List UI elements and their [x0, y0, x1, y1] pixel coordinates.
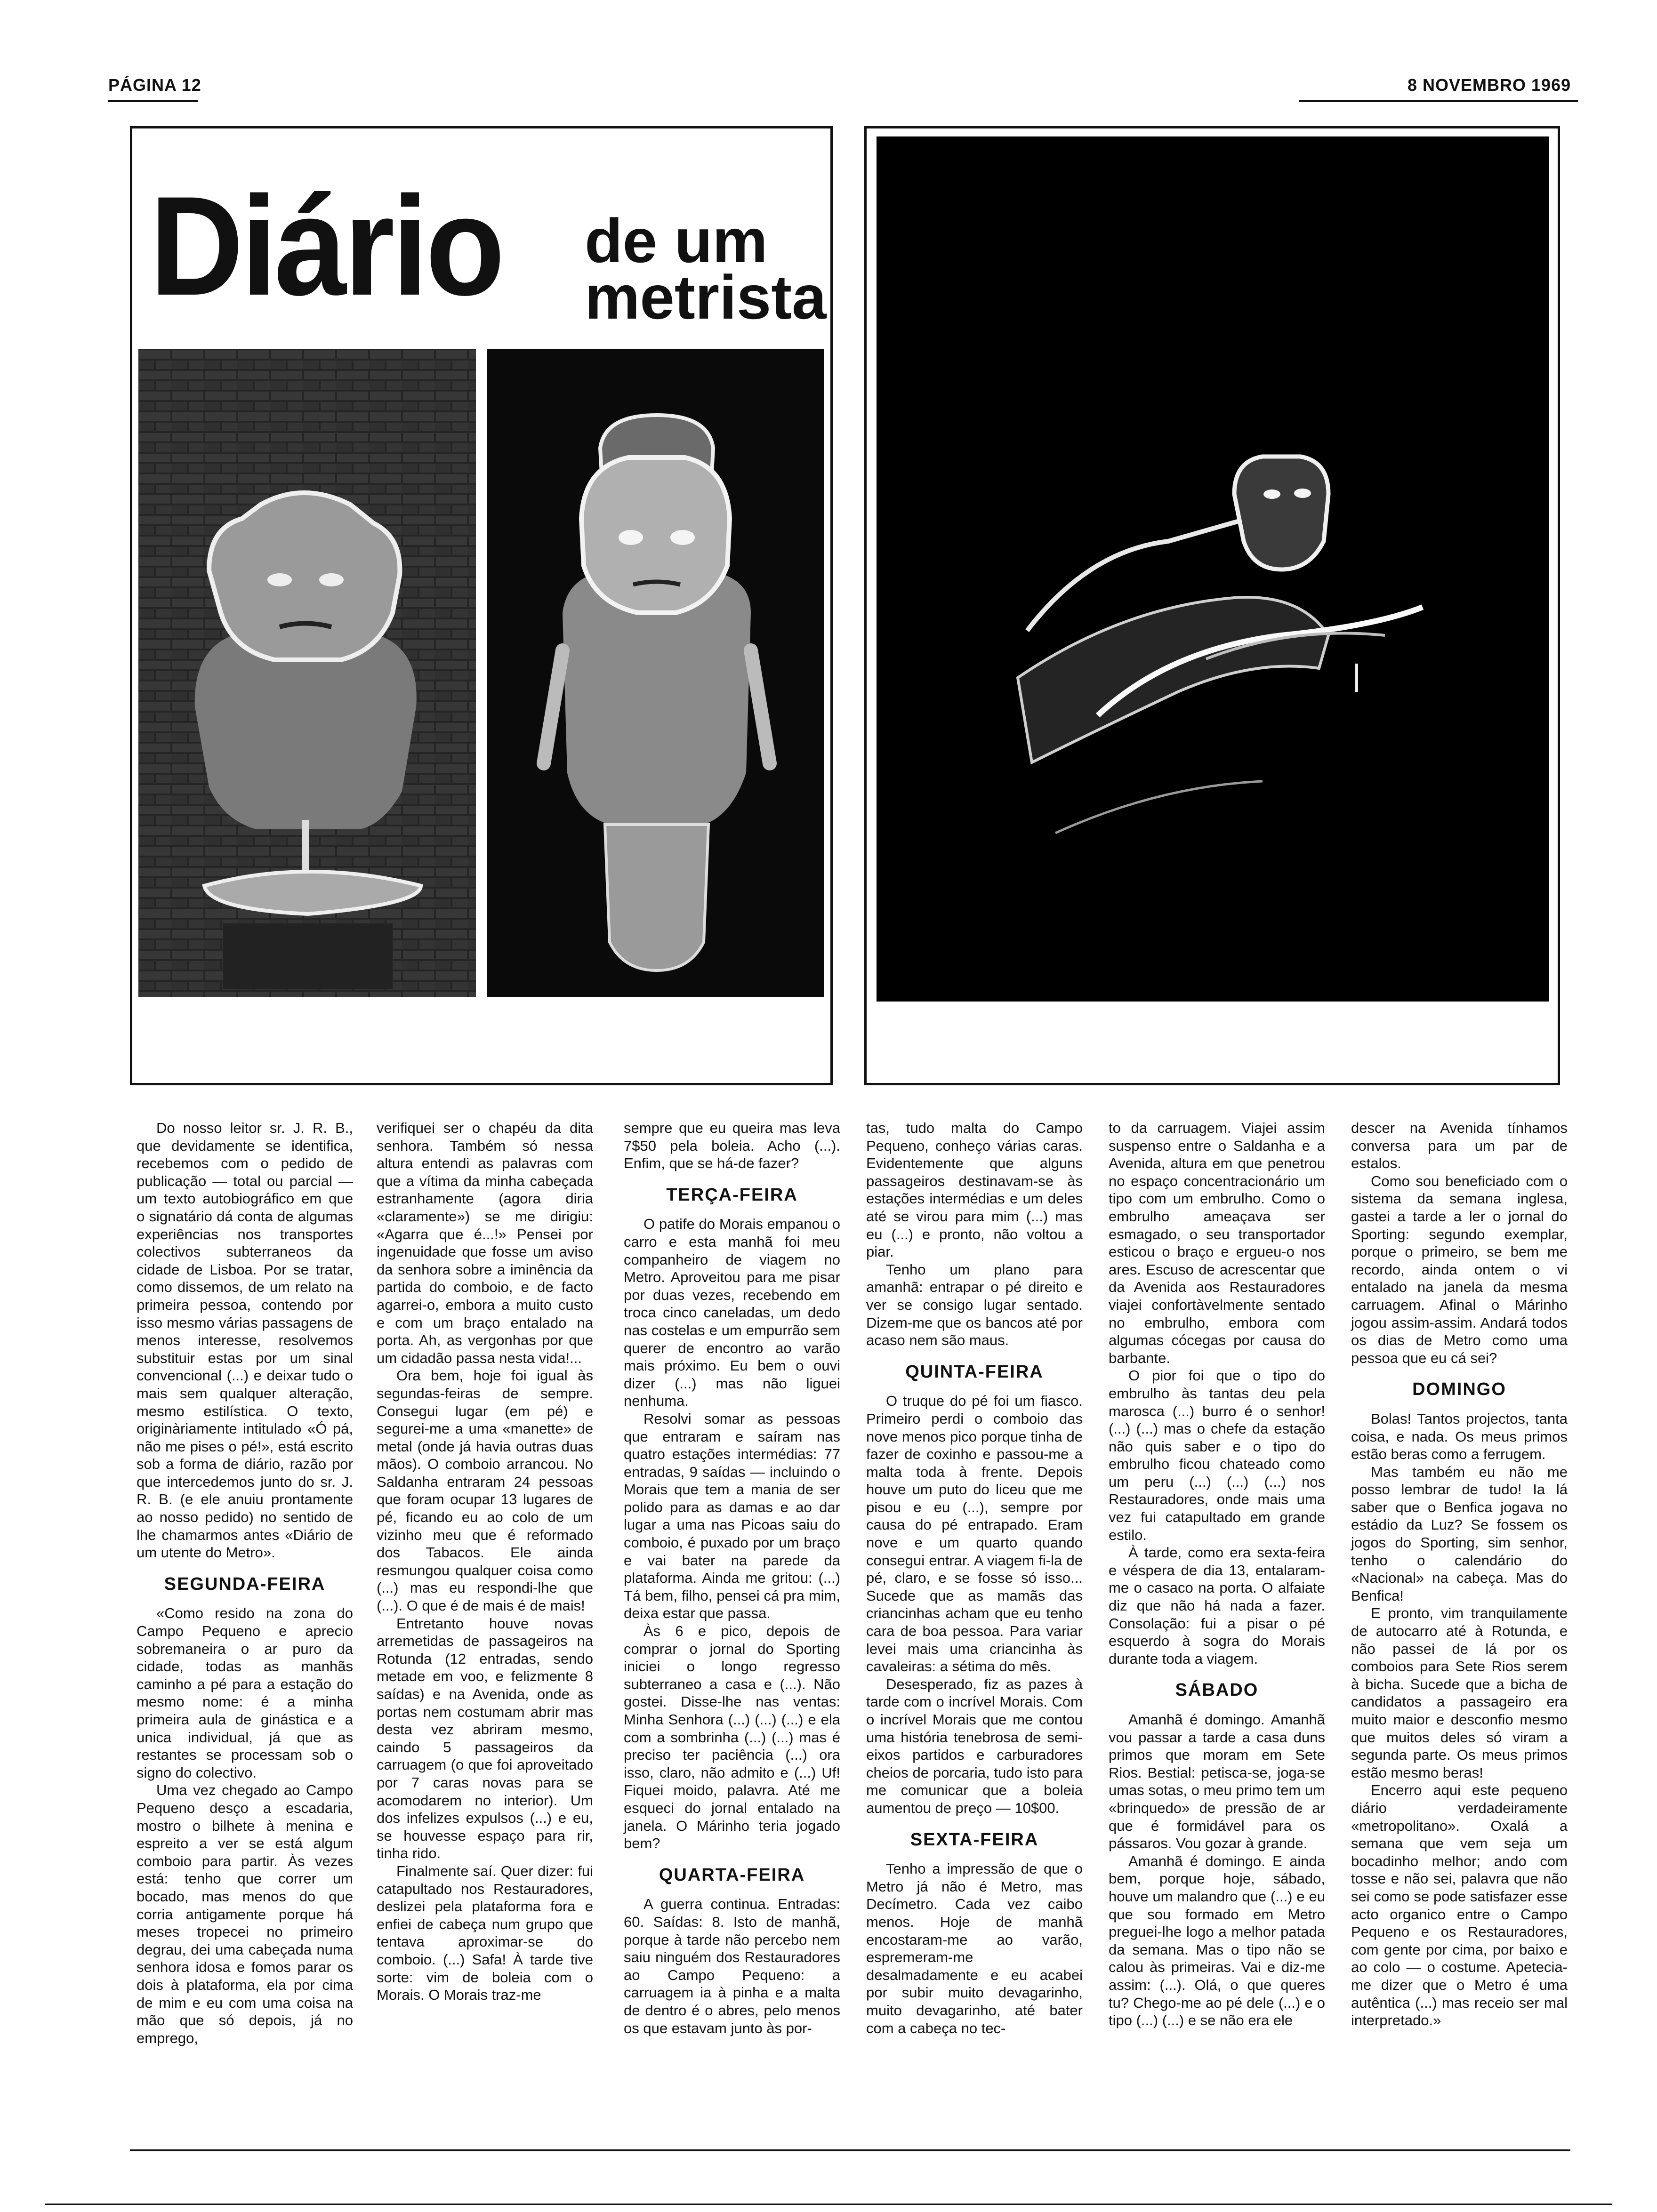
- article-paragraph: Resolvi somar as pessoas que entraram e saíram nas quatro estações intermédias: 77 entradas, 9 saídas — incluindo o Morais que tem a mania de ser polido para as damas e ao dar lugar a uma nas Picoas saiu do comboio, é puxado por um braço e vai bater na parede da plataforma. Ainda me gritou: (...) Tá bem, filho, pensei cá pra mim, deixa estar que passa.: [624, 1410, 840, 1622]
- article-paragraph: Amanhã é domingo. E ainda bem, porque hoje, sábado, houve um malandro que (...) e eu que sou formado em Metro preguei-lhe logo a melhor patada da semana. Mas o tipo não se calou às primeiras. Vai e diz-me assim: (...). Olá, o que queres tu? Chego-me ao pé dele (...) e o tipo (...) (...) e se não era ele: [1109, 1852, 1325, 2029]
- article-paragraph: O truque do pé foi um fiasco. Primeiro perdi o comboio das nove menos pico porque tinha de fazer de coxinho e passou-me a malta toda à frente. Depois houve um puto do liceu que me pisou e eu (...), sempre por causa do pé entrapado. Eram nove e um quarto quando consegui entrar. A viagem fi-la de pé, claro, e se fosse só isso... Sucede que as mamãs das criancinhas acham que eu tenho cara de boa pessoa. Para variar levei mais uma criancinha às cavaleiras: a sétima do mês.: [866, 1393, 1083, 1675]
- article-paragraph: A guerra continua. Entradas: 60. Saídas: 8. Isto de manhã, porque à tarde não percebo nem saiu ninguém dos Restauradores ao Campo Pequeno: a carruagem ia à pinha e a malta de dentro é o abres, pelo menos os que estavam junto às por-: [624, 1896, 840, 2036]
- page-number: PÁGINA 12: [108, 75, 201, 95]
- article-column-2: [377, 1119, 593, 2004]
- footer-rule: [130, 2149, 1570, 2151]
- article-paragraph: Bolas! Tantos projectos, tanta coisa, e nada. Os meus primos estão beras como a ferrugem.: [1351, 1410, 1568, 1463]
- article-paragraph: tas, tudo malta do Campo Pequeno, conheço várias caras. Evidentemente que alguns passageiros destinavam-se às estações intermédias e um deles até se virou para mim (...) mas eu (...) e pronto, não voltou a piar.: [866, 1120, 1083, 1260]
- article-paragraph: Ora bem, hoje foi igual às segundas-feiras de sempre. Consegui lugar (em pé) e segurei-me a uma «manette» de metal (onde já havia outras duas mãos). O comboio arrancou. No Saldanha entraram 24 pessoas que foram ocupar 13 lugares de pé, ficando eu ao colo de um vizinho meu que é reformado dos Tabacos. Ele ainda resmungou qualquer coisa como (...) mas eu respondi-lhe que (...). O que é de mais é de mais!: [377, 1367, 593, 1614]
- header-rule-right: [1299, 100, 1578, 102]
- article-paragraph: descer na Avenida tínhamos conversa para um par de estalos.: [1351, 1120, 1568, 1172]
- headline-main: Diário: [150, 167, 503, 325]
- article-paragraph: Mas também eu não me posso lembrar de tudo! Ia lá saber que o Benfica jogava no estádio da Luz? Se fossem os jogos do Sporting, sim senhor, tenho o calendário do «Nacional» na cabeça. Mas do Benfica!: [1351, 1463, 1568, 1604]
- article-paragraph: Às 6 e pico, depois de comprar o jornal do Sporting iniciei o longo regresso subterraneo a casa e (...). Não gostei. Disse-lhe nas ventas: Minha Senhora (...) (...) (...) e ela com a sombrinha (...) (...) mas é preciso ter paciência (...) ora isso, claro, não admito e (...) Uf! Fiquei moido, palavra. Até me esqueci do jornal entalado na janela. O Márinho teria jogado bem?: [624, 1623, 840, 1852]
- article-column-6: [1351, 1119, 1568, 2029]
- footer-rule-lower: [45, 2204, 1612, 2205]
- article-column-5: [1109, 1119, 1325, 2029]
- article-column-4: [866, 1119, 1083, 2037]
- section-heading: SEGUNDA-FEIRA: [164, 1574, 326, 1594]
- statue-figures-icon: [487, 349, 824, 997]
- article-paragraph: Desesperado, fiz as pazes à tarde com o incrível Morais. Com o incrível Morais que me contou uma história tenebrosa de semi-eixos partidos e carburadores cheios de porcaria, tudo isto para me comunicar que a boleia aumentou de preço — 10$00.: [866, 1675, 1083, 1816]
- statue-figure-icon: [138, 349, 476, 997]
- article-column-1: [137, 1119, 353, 2047]
- article-paragraph: Amanhã é domingo. Amanhã vou passar a tarde a casa duns primos que moram em Sete Rios. Bestial: petisca-se, joga-se umas sotas, o meu primo tem um «brinquedo» de pressão de ar que é formidável para os pássaros. Vou gozar à grande.: [1109, 1711, 1325, 1852]
- section-heading: QUARTA-FEIRA: [659, 1865, 805, 1885]
- section-heading: TERÇA-FEIRA: [666, 1185, 798, 1205]
- statue-figure-reclining-icon: [877, 136, 1549, 1002]
- article-paragraph: O pior foi que o tipo do embrulho às tantas deu pela marosca (...) burro é o senhor! (...) (...) mas o chefe da estação não quis saber e o tipo do embrulho ficou chateado como um peru (...) (...) (...) nos Restauradores, onde mais uma vez fui catapultado em grande estilo.: [1109, 1367, 1325, 1543]
- article-paragraph: O patife do Morais empanou o carro e esta manhã foi meu companheiro de viagem no Metro. Aproveitou para me pisar por duas vezes, recebendo em troca cinco caneladas, um dedo nas costelas e um empurrão sem querer de encontro ao varão mais próximo. Eu bem o ouvi dizer (...) mas não liguei nenhuma.: [624, 1216, 840, 1410]
- article-column-3: [624, 1119, 840, 2037]
- article-paragraph: Encerro aqui este pequeno diário verdadeiramente «metropolitano». Oxalá a semana que vem seja um bocadinho melhor; ando com tosse e não sei, palavra que não sei como se pode satisfazer esse acto organico entre o Campo Pequeno e os Restauradores, com gente por cima, por baixo e ao colo — o costume. Apetecia-me dizer que o Metro é uma autêntica (...) mas receio ser mal interpretado.»: [1351, 1782, 1568, 2029]
- article-paragraph: Do nosso leitor sr. J. R. B., que devidamente se identifica, recebemos com o pedido de publicação — total ou parcial — um texto autobiográfico em que o signatário dá conta de algumas experiências nos transportes colectivos subterraneos da cidade de Lisboa. Por se tratar, como dissemos, de um relato na primeira pessoa, contendo por isso mesmo várias passagens de menos interesse, resolvemos substituir estas por um sinal convencional (...) e deixar tudo o mais sem qualquer alteração, mesmo estilística. O texto, originàriamente intitulado «Ó pá, não me pises o pé!», está escrito sob a forma de diário, razão por que intercedemos junto do sr. J. R. B. (e ele anuiu prontamente ao nosso pedido) no sentido de lhe chamarmos antes «Diário de um utente do Metro».: [137, 1120, 353, 1561]
- article-paragraph: Uma vez chegado ao Campo Pequeno desço a escadaria, mostro o bilhete à menina e espreito a ver se está algum comboio para partir. Às vezes está: tenho que correr um bocado, mas menos do que corria antigamente porque há meses tropecei no primeiro degrau, dei uma cabeçada numa senhora idosa e fomos parar os dois à plataforma, ela por cima de mim e eu com uma coisa na mão que só depois, já no emprego,: [137, 1782, 353, 2046]
- article-paragraph: E pronto, vim tranquilamente de autocarro até à Rotunda, e não passei de lá por os comboios para Sete Rios serem à bicha. Sucede que a bicha de candidatos a passageiro era muito maior e desconfio mesmo que muitos deles só viram a segunda parte. Os meus primos estão mesmo beras!: [1351, 1605, 1568, 1781]
- section-heading: QUINTA-FEIRA: [905, 1362, 1044, 1382]
- article-paragraph: to da carruagem. Viajei assim suspenso entre o Saldanha e a Avenida, altura em que penetrou no espaço concentracionário um tipo com um embrulho. Como o embrulho ameaçava ser esmagado, o seu transportador esticou o braço e ergueu-o nos ares. Escuso de acrescentar que da Avenida aos Restauradores viajei confortàvelmente sentado no embrulho, embora com algumas cócegas por causa do barbante.: [1109, 1120, 1325, 1366]
- article-paragraph: Entretanto houve novas arremetidas de passageiros na Rotunda (12 entradas, sendo metade em voo, e felizmente 8 saídas) e na Avenida, onde as portas nem costumam abrir mas desta vez abriram mesmo, caindo 5 passageiros da carruagem (o que foi aproveitado por 7 caras novas para se acomodarem no interior). Um dos infelizes expulsos (...) e eu, se houvesse espaço para rir, tinha rido.: [377, 1615, 593, 1862]
- headline-sub: de um metrista: [585, 206, 827, 332]
- article-paragraph: À tarde, como era sexta-feira e véspera de dia 13, entalaram-me o casaco na porta. O alfaiate diz que não há nada a fazer. Consolação: fui a pisar o pé esquerdo à sogra do Morais durante toda a viagem.: [1109, 1544, 1325, 1667]
- issue-date: 8 NOVEMBRO 1969: [1408, 75, 1571, 95]
- section-heading: SÁBADO: [1175, 1680, 1259, 1700]
- article-paragraph: «Como resido na zona do Campo Pequeno e aprecio sobremaneira o ar puro da cidade, todas as manhãs caminho a pé para a estação do mesmo nome: é a minha primeira aula de ginástica e a unica individual, já que as restantes se processam sob o signo do colectivo.: [137, 1605, 353, 1781]
- photo-statue-single: [138, 349, 476, 997]
- section-heading: DOMINGO: [1412, 1379, 1506, 1400]
- header-rule-left: [108, 100, 198, 102]
- article-paragraph: sempre que eu queira mas leva 7$50 pela boleia. Acho (...). Enfim, que se há-de fazer?: [624, 1120, 840, 1172]
- section-heading: SEXTA-FEIRA: [910, 1829, 1039, 1850]
- article-paragraph: Como sou beneficiado com o sistema da semana inglesa, gastei a tarde a ler o jornal do Sporting: segundo exemplar, porque o primeiro, se bem me recordo, ainda ontem o vi entalado na janela da mesma carruagem. Afinal o Márinho jogou assim-assim. Andará todos os dias de Metro como uma pessoa que eu cá sei?: [1351, 1172, 1568, 1366]
- article-paragraph: Tenho a impressão de que o Metro já não é Metro, mas Decímetro. Cada vez caibo menos. Hoje de manhã encostaram-me ao varão, espremeram-me desalmadamente e eu acabei por subir muito devagarinho, muito devagarinho, até bater com a cabeça no tec-: [866, 1860, 1083, 2036]
- article-paragraph: Finalmente saí. Quer dizer: fui catapultado nos Restauradores, deslizei pela plataforma fora e enfiei de cabeça num grupo que tentava aproximar-se do comboio. (...) Safa! À tarde tive sorte: vim de boleia com o Morais. O Morais traz-me: [377, 1862, 593, 2004]
- photo-statue-reclining: [877, 136, 1549, 1002]
- article-paragraph: Tenho um plano para amanhã: entrapar o pé direito e ver se consigo lugar sentado. Dizem-me que os bancos até por acaso nem são maus.: [866, 1261, 1083, 1349]
- photo-statue-double: [487, 349, 824, 997]
- article-paragraph: verifiquei ser o chapéu da dita senhora. Também só nessa altura entendi as palavras com que a vítima da minha cabeçada estranhamente (agora diria «claramente») se me dirigiu: «Agarra que é...!» Pensei por ingenuidade que fosse um aviso da senhora sobre a iminência da partida do comboio, e de facto agarrei-o, embora a muito custo e com um braço entalado na porta. Ah, as vergonhas por que um cidadão passa nesta vida!...: [377, 1120, 593, 1366]
